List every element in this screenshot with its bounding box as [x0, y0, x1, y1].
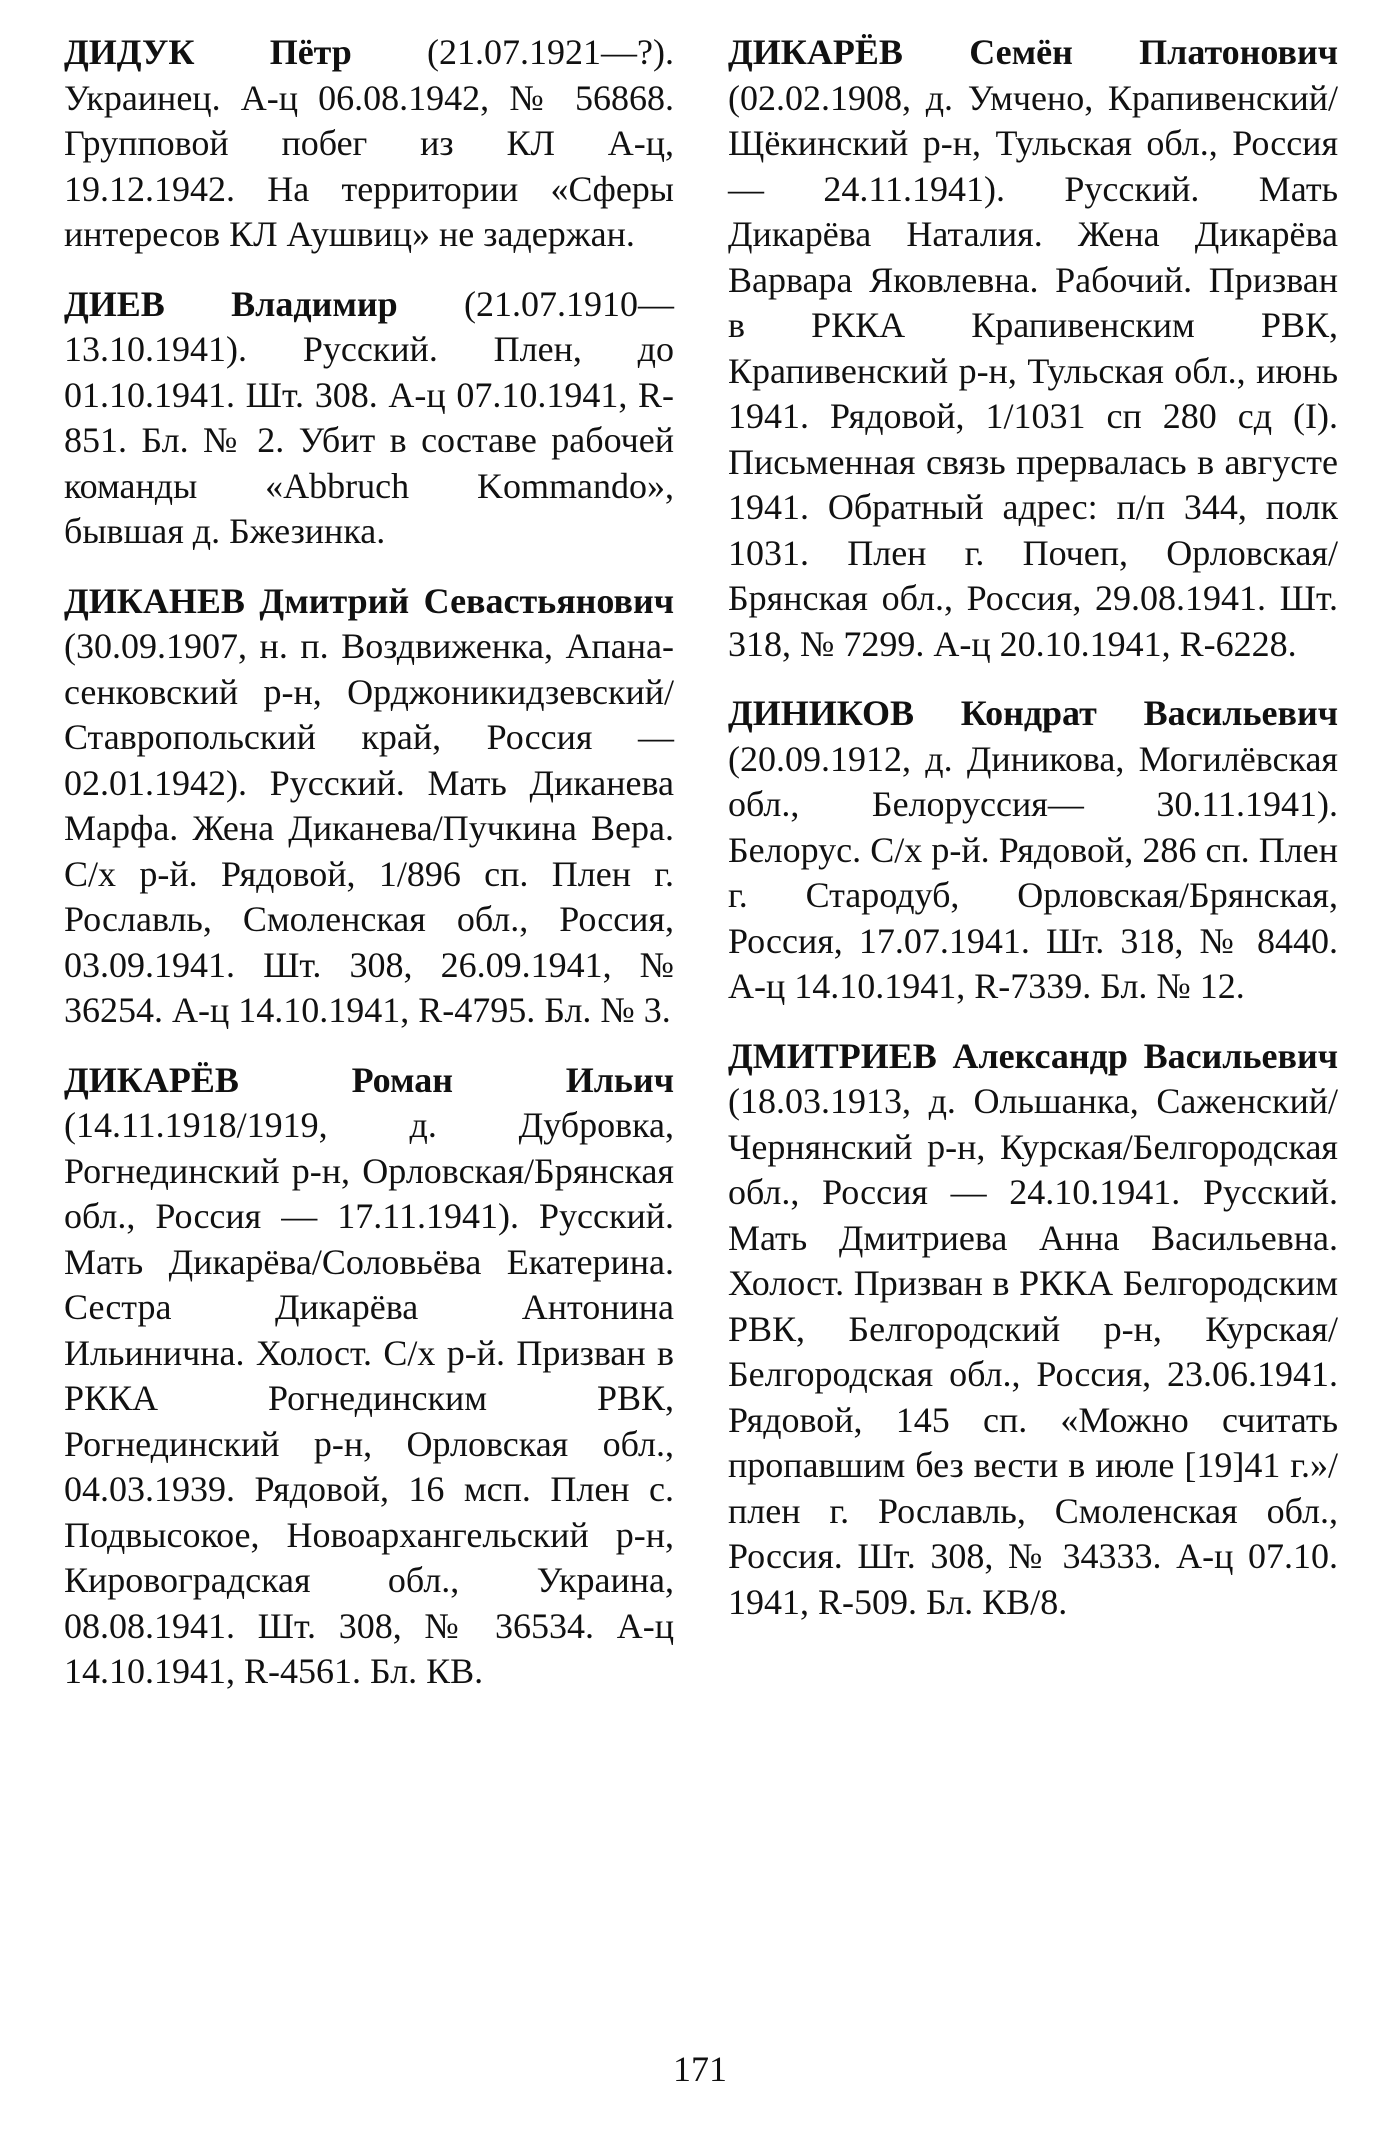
entry-name: ДИДУК Пётр — [64, 32, 352, 72]
entry-dikarev-roman — [64, 1058, 674, 1695]
entry-diev — [64, 282, 674, 555]
right-column — [728, 30, 1338, 1649]
entry-dikarev-semyon — [728, 30, 1338, 667]
entry-name: ДИНИКОВ Кондрат Васильевич — [728, 693, 1338, 733]
entry-text: (02.02.1908, д. Умчено, Крапивенский/Щёкинский р-н, Тульская обл., Россия — 24.11.1941). Русский. Мать Дикарёва Наталия. Жена Дикарёва Варвара Яковлевна. Рабочий. Призван в РККА Крапивенским РВК, Крапивенский р-н, Тульская обл., июнь 1941. Рядовой, 1/1031 сп 280 сд (I). Письменная связь прервалась в августе 1941. Обратный адрес: п/п 344, полк 1031. Плен г. Почеп, Орловская/Брянская обл., Россия, 29.08.1941. Шт. 318, № 7299. А-ц 20.10.1941, R-6228. — [728, 77, 1338, 664]
entry-text: (18.03.1913, д. Ольшанка, Саженский/Чернянский р-н, Курская/Белгородская обл., Россия — 24.10.1941. Русский. Мать Дмитриева Анна Васильевна. Холост. Призван в РККА Белгородским РВК, Белгородский р-н, Курская/Белгородская обл., Россия, 23.06.1941. Рядовой, 145 сп. «Можно считать пропавшим без вести в июле [19]41 г.»/плен г. Рославль, Смоленская обл., Россия. Шт. 308, № 34333. А-ц 07.10. 1941, R-509. Бл. КВ/8. — [728, 1081, 1338, 1622]
entry-name: ДИКАНЕВ Дмитрий Севастьянович — [64, 580, 674, 621]
document-page — [64, 30, 1338, 2010]
entry-text: (14.11.1918/1919, д. Дубровка, Рогнединский р-н, Орловская/Брянская обл., Россия — 17.11.1941). Русский. Мать Дикарёва/Соловьёва Екатерина. Сестра Дикарёва Антонина Ильинична. Холост. С/х р-й. Призван в РККА Рогнединским РВК, Рогнединский р-н, Орловская обл., 04.03.1939. Рядовой, 16 мсп. Плен с. Подвысокое, Новоархангельский р-н, Кировоградская обл., Украина, 08.08.1941. Шт. 308, № 36534. А-ц 14.10.1941, R-4561. Бл. КВ. — [64, 1105, 674, 1691]
entry-name: ДИЕВ Владимир — [64, 283, 398, 324]
page-number: 171 — [673, 2049, 727, 2089]
entry-dikanev — [64, 579, 674, 1034]
entry-text: (20.09.1912, д. Диникова, Могилёвская обл., Белоруссия— 30.11.1941). Белорус. С/х р-й. Рядовой, 286 сп. Плен г. Стародуб, Орловская/Брянская, Россия, 17.07.1941. Шт. 318, № 8440. А-ц 14.10.1941, R-7339. Бл. № 12. — [728, 738, 1338, 1006]
entry-text: (21.07.1910—13.10.1941). Русский. Плен, до 01.10.1941. Шт. 308. А-ц 07.10.1941, R-851. Бл. № 2. Убит в составе рабочей команды «Abbruch Kommando», бывшая д. Бжезинка. — [64, 283, 674, 551]
left-column — [64, 30, 674, 1719]
entry-text: (21.07.1921—?). Украинец. А-ц 06.08.1942, № 56868. Групповой побег из КЛ А-ц, 19.12.1942. На территории «Сферы интересов КЛ Аушвиц» не задержан. — [64, 32, 674, 254]
entry-text: (30.09.1907, н. п. Воздвиженка, Апанасенковский р-н, Орджоникидзевский/Ставропольский край, Россия — 02.01.1942). Русский. Мать Диканева Марфа. Жена Диканева/Пучкина Вера. С/х р-й. Рядовой, 1/896 сп. Плен г. Рославль, Смоленская обл., Россия, 03.09.1941. Шт. 308, 26.09.1941, № 36254. А-ц 14.10.1941, R-4795. Бл. № 3. — [64, 626, 674, 1030]
entry-name: ДИКАРЁВ Семён Платонович — [728, 32, 1338, 72]
entry-didyk — [64, 30, 674, 258]
entry-dinikov — [728, 691, 1338, 1010]
entry-name: ДМИТРИЕВ Александр Васильевич — [728, 1035, 1338, 1076]
entry-dmitriev — [728, 1034, 1338, 1626]
entry-name: ДИКАРЁВ Роман Ильич — [64, 1059, 674, 1100]
